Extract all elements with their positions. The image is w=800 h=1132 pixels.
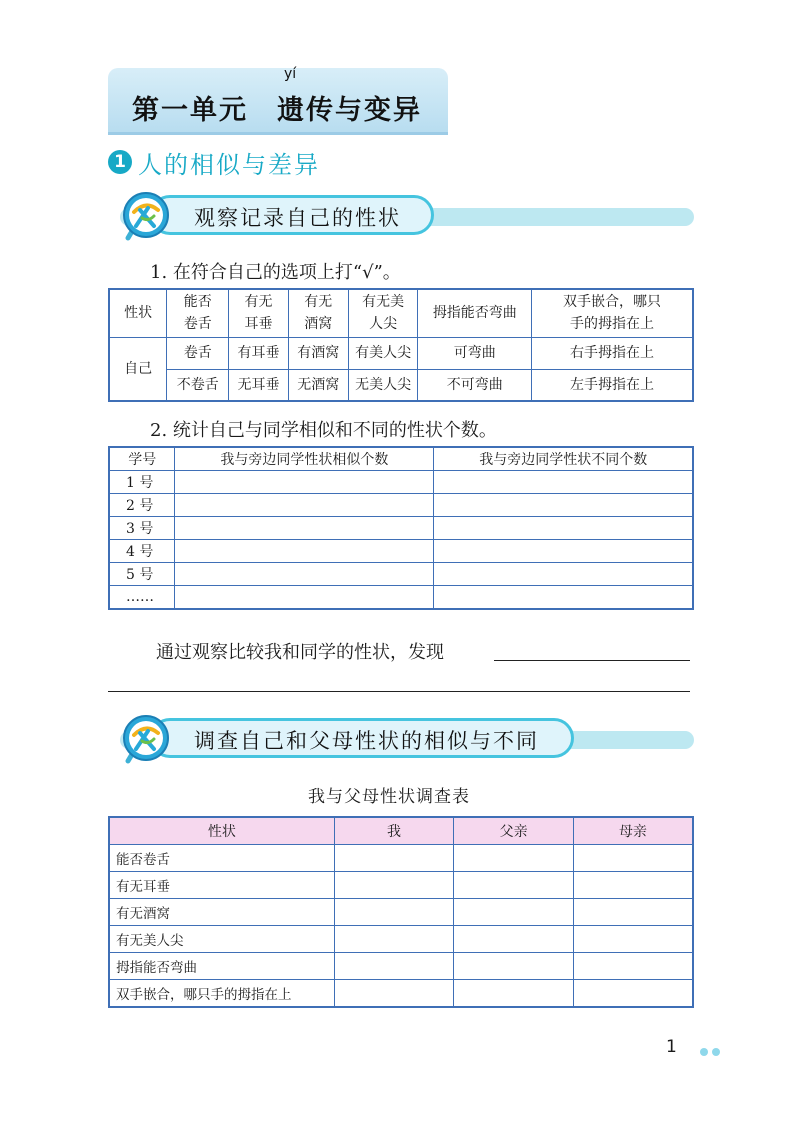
header-line: 有无 <box>304 294 333 311</box>
activity1-title: 观察记录自己的性状 <box>194 206 401 230</box>
mother-cell[interactable] <box>573 953 693 980</box>
header-cell: 性状 <box>109 817 334 845</box>
option-cell[interactable]: 左手拇指在上 <box>532 369 693 401</box>
mother-cell[interactable] <box>573 980 693 1008</box>
header-cell <box>288 289 348 337</box>
different-count-cell[interactable] <box>434 494 693 517</box>
father-cell[interactable] <box>454 899 574 926</box>
header-cell <box>229 289 289 337</box>
similar-count-cell[interactable] <box>175 517 434 540</box>
survey-header-row <box>109 817 693 845</box>
lesson-title: 人的相似与差异 <box>138 151 320 179</box>
option-cell[interactable]: 无耳垂 <box>229 369 289 401</box>
option-cell[interactable]: 不可弯曲 <box>418 369 532 401</box>
option-cell[interactable]: 无美人尖 <box>348 369 418 401</box>
table-row <box>109 540 693 563</box>
table-row <box>109 845 693 872</box>
option-cell[interactable]: 有美人尖 <box>348 337 418 369</box>
traits-header-row <box>109 289 693 337</box>
header-cell: 我 <box>334 817 454 845</box>
conclusion-prompt: 通过观察比较我和同学的性状，发现 <box>156 642 444 663</box>
option-cell[interactable]: 卷舌 <box>167 337 229 369</box>
option-cell[interactable]: 右手拇指在上 <box>532 337 693 369</box>
trait-label: 有无美人尖 <box>109 926 334 953</box>
mother-cell[interactable] <box>573 926 693 953</box>
me-cell[interactable] <box>334 953 454 980</box>
traits-table <box>108 288 694 402</box>
table-row <box>109 563 693 586</box>
student-number: 3 号 <box>109 517 175 540</box>
table-row <box>109 517 693 540</box>
table-row <box>109 980 693 1008</box>
table-row <box>109 494 693 517</box>
different-count-cell[interactable] <box>434 517 693 540</box>
header-line: 耳垂 <box>244 316 273 333</box>
trait-label: 有无酒窝 <box>109 899 334 926</box>
header-cell <box>348 289 418 337</box>
row-label: 自己 <box>109 337 167 401</box>
similar-count-cell[interactable] <box>175 471 434 494</box>
header-line: 有无 <box>244 294 273 311</box>
header-cell: 母亲 <box>573 817 693 845</box>
header-line: 手的拇指在上 <box>570 316 654 333</box>
trait-label: 有无耳垂 <box>109 872 334 899</box>
trait-label: 拇指能否弯曲 <box>109 953 334 980</box>
traits-option-row <box>109 369 693 401</box>
option-cell[interactable]: 有耳垂 <box>229 337 289 369</box>
lesson-number: 1 <box>108 150 132 174</box>
activity-icon <box>118 711 174 767</box>
traits-option-row <box>109 337 693 369</box>
header-cell: 学号 <box>109 447 175 471</box>
page-dot <box>712 1048 720 1056</box>
father-cell[interactable] <box>454 953 574 980</box>
unit-title: 第一单元 遗传与变异 <box>132 95 422 126</box>
header-cell: 我与旁边同学性状不同个数 <box>434 447 693 471</box>
different-count-cell[interactable] <box>434 563 693 586</box>
me-cell[interactable] <box>334 926 454 953</box>
table-row <box>109 926 693 953</box>
answer-line[interactable] <box>494 660 690 661</box>
me-cell[interactable] <box>334 980 454 1008</box>
father-cell[interactable] <box>454 845 574 872</box>
task2-instruction: 2. 统计自己与同学相似和不同的性状个数。 <box>150 420 497 441</box>
father-cell[interactable] <box>454 872 574 899</box>
similar-count-cell[interactable] <box>175 540 434 563</box>
trait-label: 能否卷舌 <box>109 845 334 872</box>
parents-survey-table <box>108 816 694 1008</box>
student-number: 1 号 <box>109 471 175 494</box>
similar-count-cell[interactable] <box>175 586 434 610</box>
option-cell[interactable]: 有酒窝 <box>288 337 348 369</box>
similar-count-cell[interactable] <box>175 494 434 517</box>
header-line: 卷舌 <box>183 316 212 333</box>
header-cell: 性状 <box>109 289 167 337</box>
me-cell[interactable] <box>334 872 454 899</box>
option-cell[interactable]: 可弯曲 <box>418 337 532 369</box>
similar-count-cell[interactable] <box>175 563 434 586</box>
trait-label: 双手嵌合，哪只手的拇指在上 <box>109 980 334 1008</box>
header-line: 酒窝 <box>304 316 333 333</box>
father-cell[interactable] <box>454 926 574 953</box>
mother-cell[interactable] <box>573 845 693 872</box>
task1-instruction: 1. 在符合自己的选项上打“√”。 <box>150 262 401 283</box>
header-cell: 拇指能否弯曲 <box>418 289 532 337</box>
unit-pinyin: yí <box>284 66 297 82</box>
header-cell: 我与旁边同学性状相似个数 <box>175 447 434 471</box>
header-cell: 父亲 <box>454 817 574 845</box>
header-line: 人尖 <box>369 316 398 333</box>
father-cell[interactable] <box>454 980 574 1008</box>
page-dot <box>700 1048 708 1056</box>
header-cell <box>532 289 693 337</box>
mother-cell[interactable] <box>573 899 693 926</box>
header-cell <box>167 289 229 337</box>
table-row <box>109 586 693 610</box>
page-number: 1 <box>666 1037 677 1057</box>
student-number: 2 号 <box>109 494 175 517</box>
activity2-title: 调查自己和父母性状的相似与不同 <box>194 729 539 753</box>
answer-line[interactable] <box>108 691 690 692</box>
header-line: 双手嵌合，哪只 <box>563 294 661 311</box>
activity-icon <box>118 188 174 244</box>
student-number: 4 号 <box>109 540 175 563</box>
option-cell[interactable]: 无酒窝 <box>288 369 348 401</box>
student-number: …… <box>109 586 175 610</box>
table-row <box>109 899 693 926</box>
table-row <box>109 471 693 494</box>
header-line: 能否 <box>183 294 212 311</box>
table-row <box>109 953 693 980</box>
me-cell[interactable] <box>334 899 454 926</box>
header-line: 有无美 <box>362 294 405 311</box>
classmate-table <box>108 446 694 610</box>
mother-cell[interactable] <box>573 872 693 899</box>
different-count-cell[interactable] <box>434 471 693 494</box>
classmate-header-row <box>109 447 693 471</box>
student-number: 5 号 <box>109 563 175 586</box>
option-cell[interactable]: 不卷舌 <box>167 369 229 401</box>
survey-table-caption: 我与父母性状调查表 <box>308 787 470 807</box>
different-count-cell[interactable] <box>434 586 693 610</box>
different-count-cell[interactable] <box>434 540 693 563</box>
me-cell[interactable] <box>334 845 454 872</box>
table-row <box>109 872 693 899</box>
